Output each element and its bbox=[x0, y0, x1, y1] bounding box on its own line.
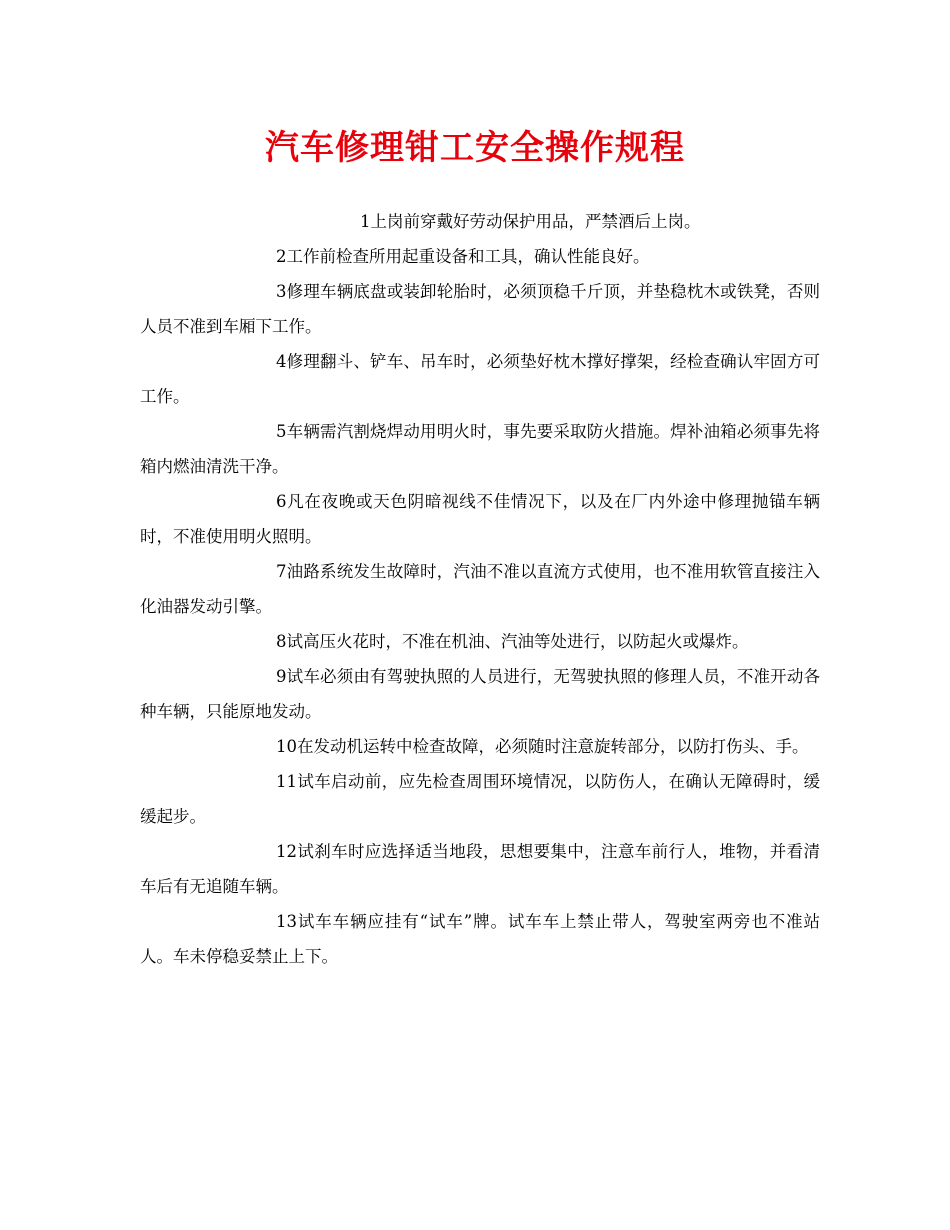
rule-text: 试车启动前，应先检查周围环境情况，以防伤人，在确认无障碍时，缓缓起步。 bbox=[140, 772, 820, 826]
rule-number: 1 bbox=[360, 212, 371, 231]
rule-item-6 bbox=[140, 484, 820, 554]
rules-list bbox=[140, 204, 820, 974]
rule-text: 试高压火花时，不准在机油、汽油等处进行，以防起火或爆炸。 bbox=[286, 632, 749, 651]
rule-item-10 bbox=[140, 729, 820, 764]
rule-number: 7 bbox=[276, 562, 287, 581]
rule-item-11 bbox=[140, 764, 820, 834]
rule-number: 6 bbox=[276, 492, 287, 511]
rule-text: 油路系统发生故障时，汽油不准以直流方式使用，也不准用软管直接注入化油器发动引擎。 bbox=[140, 562, 820, 616]
rule-item-1 bbox=[140, 204, 820, 239]
rule-item-13 bbox=[140, 904, 820, 974]
rule-number: 8 bbox=[276, 632, 287, 651]
rule-text: 修理翻斗、铲车、吊车时，必须垫好枕木撑好撑架，经检查确认牢固方可工作。 bbox=[140, 352, 820, 406]
rule-item-9 bbox=[140, 659, 820, 729]
rule-text: 上岗前穿戴好劳动保护用品，严禁酒后上岗。 bbox=[370, 212, 701, 231]
rule-text: 在发动机运转中检查故障，必须随时注意旋转部分，以防打伤头、手。 bbox=[297, 737, 809, 756]
rule-number: 9 bbox=[276, 667, 287, 686]
rule-text: 车辆需汽割烧焊动用明火时，事先要采取防火措施。焊补油箱必须事先将箱内燃油清洗干净。 bbox=[140, 422, 820, 476]
rule-item-4 bbox=[140, 344, 820, 414]
rule-item-3 bbox=[140, 274, 820, 344]
rule-text: 试车必须由有驾驶执照的人员进行，无驾驶执照的修理人员，不准开动各种车辆，只能原地发动。 bbox=[140, 667, 820, 721]
rule-number: 11 bbox=[276, 772, 297, 791]
rule-number: 12 bbox=[276, 842, 297, 861]
rule-text: 试刹车时应选择适当地段，思想要集中，注意车前行人，堆物，并看清车后有无追随车辆。 bbox=[140, 842, 820, 896]
rule-item-5 bbox=[140, 414, 820, 484]
page-title: 汽车修理钳工安全操作规程 bbox=[265, 128, 685, 168]
rule-number: 10 bbox=[276, 737, 297, 756]
rule-number: 2 bbox=[276, 247, 287, 266]
rule-text: 试车车辆应挂有“试车”牌。试车车上禁止带人，驾驶室两旁也不准站人。车未停稳妥禁止上下。 bbox=[140, 912, 820, 966]
rule-item-8 bbox=[140, 624, 820, 659]
rule-text: 凡在夜晚或天色阴暗视线不佳情况下，以及在厂内外途中修理抛锚车辆时，不准使用明火照明。 bbox=[140, 492, 820, 546]
rule-item-7 bbox=[140, 554, 820, 624]
rule-item-12 bbox=[140, 834, 820, 904]
rule-item-2 bbox=[140, 239, 820, 274]
rule-number: 3 bbox=[276, 282, 287, 301]
rule-text: 工作前检查所用起重设备和工具，确认性能良好。 bbox=[286, 247, 650, 266]
rule-number: 5 bbox=[276, 422, 287, 441]
rule-text: 修理车辆底盘或装卸轮胎时，必须顶稳千斤顶，并垫稳枕木或铁凳，否则人员不准到车厢下工作。 bbox=[140, 282, 820, 336]
rule-number: 13 bbox=[276, 912, 297, 931]
rule-number: 4 bbox=[276, 352, 287, 371]
